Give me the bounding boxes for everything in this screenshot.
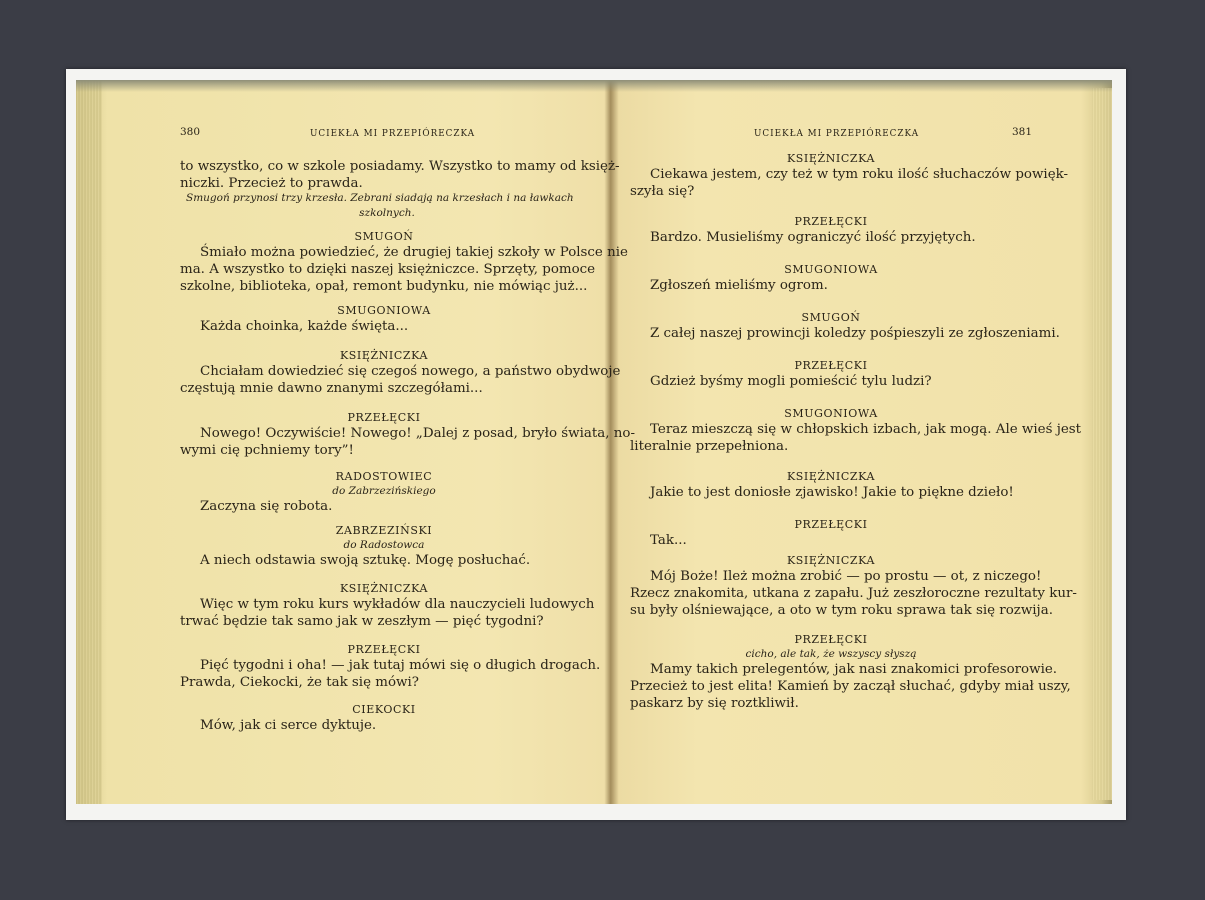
speaker-name: PRZEŁĘCKI: [347, 643, 421, 656]
speech-block: [630, 215, 1032, 246]
stage-direction: do Zabrzezińskiego: [332, 485, 436, 497]
speaker-name: PRZEŁĘCKI: [794, 518, 868, 531]
text-line: Smugoń przynosi trzy krzesła. Zebrani siadają na krzesłach i na ławkach: [186, 192, 574, 204]
text-line: wymi cię pchniemy tory”!: [180, 443, 354, 458]
speech-block: [630, 407, 1082, 455]
text-line: Ciekawa jestem, czy też w tym roku ilość słuchaczów powięk-: [650, 167, 1069, 182]
speech-block: [630, 311, 1060, 342]
speaker-name: KSIĘŻNICZKA: [339, 582, 429, 595]
text-line: Z całej naszej prowincji koledzy pośpieszyli ze zgłoszeniami.: [650, 326, 1060, 341]
running-header: UCIEKŁA MI PRZEPIÓRECZKA: [754, 129, 920, 139]
text-line: szkolne, biblioteka, opał, remont budynku, nie mówiąc już...: [180, 279, 588, 294]
text-line: Więc w tym roku kurs wykładów dla nauczycieli ludowych: [200, 597, 595, 612]
text-line: Mów, jak ci serce dyktuje.: [200, 718, 377, 733]
intro-paragraph: [180, 158, 620, 192]
text-line: A niech odstawia swoją sztukę. Mogę posłuchać.: [200, 553, 531, 568]
text-line: Zgłoszeń mieliśmy ogrom.: [650, 278, 828, 293]
speaker-name: KSIĘŻNICZKA: [786, 554, 876, 567]
text-line: to wszystko, co w szkole posiadamy. Wszystko to mamy od księż-: [180, 159, 620, 174]
text-line: Pięć tygodni i oha! — jak tutaj mówi się o długich drogach.: [200, 658, 601, 673]
page-number: 380: [180, 126, 201, 138]
speech-block: [180, 411, 635, 459]
text-line: szyła się?: [630, 184, 695, 199]
text-line: Mój Boże! Ileż można zrobić — po prostu — ot, z niczego!: [650, 569, 1042, 584]
text-line: literalnie przepełniona.: [630, 439, 789, 454]
text-line: Tak...: [650, 533, 687, 548]
text-line: Nowego! Oczywiście! Nowego! „Dalej z posad, bryło świata, no-: [200, 426, 635, 441]
text-line: Każda choinka, każde święta...: [200, 319, 409, 334]
speaker-name: KSIĘŻNICZKA: [786, 152, 876, 165]
speech-block: [630, 518, 1032, 549]
speaker-name: SMUGOŃ: [354, 230, 414, 243]
speaker-name: PRZEŁĘCKI: [794, 215, 868, 228]
text-line: Rzecz znakomita, utkana z zapału. Już zeszłoroczne rezultaty kur-: [630, 586, 1077, 601]
stage-direction: do Radostowca: [343, 539, 425, 551]
speech-block: [180, 703, 588, 734]
speaker-name: SMUGOŃ: [801, 311, 861, 324]
speech-block: [180, 349, 621, 397]
speaker-name: SMUGONIOWA: [337, 304, 431, 317]
text-line: Gdzież byśmy mogli pomieścić tylu ludzi?: [650, 374, 932, 389]
text-line: Jakie to jest doniosłe zjawisko! Jakie to piękne dzieło!: [650, 485, 1014, 500]
text-line: Śmiało można powiedzieć, że drugiej takiej szkoły w Polsce nie: [200, 245, 628, 260]
running-header: UCIEKŁA MI PRZEPIÓRECZKA: [310, 129, 476, 139]
text-line: niczki. Przecież to prawda.: [180, 176, 363, 191]
speech-block: [630, 554, 1077, 619]
text-line: su były olśniewające, a oto w tym roku sprawa tak się rozwija.: [630, 603, 1053, 618]
stage-direction: cicho, ale tak, że wszyscy słyszą: [745, 648, 917, 660]
top-shadow: [76, 80, 1112, 92]
speaker-name: PRZEŁĘCKI: [347, 411, 421, 424]
speaker-name: RADOSTOWIEC: [335, 470, 433, 483]
text-line: szkolnych.: [359, 207, 415, 219]
speech-block: [180, 470, 588, 515]
speaker-name: PRZEŁĘCKI: [794, 633, 868, 646]
speech-block: [180, 643, 601, 691]
speaker-name: SMUGONIOWA: [784, 263, 878, 276]
text-line: częstują mnie dawno znanymi szczegółami...: [180, 381, 483, 396]
text-line: trwać będzie tak samo jak w zeszłym — pięć tygodni?: [180, 614, 544, 629]
speech-block: [630, 152, 1069, 200]
stage-direction: [186, 191, 588, 221]
page-edges-left: [76, 80, 102, 804]
speech-block: [180, 524, 588, 569]
speaker-name: KSIĘŻNICZKA: [786, 470, 876, 483]
speech-block: [180, 304, 588, 335]
text-line: Przecież to jest elita! Kamień by zaczął słuchać, gdyby miał uszy,: [630, 679, 1071, 694]
speaker-name: SMUGONIOWA: [784, 407, 878, 420]
text-line: Mamy takich prelegentów, jak nasi znakomici profesorowie.: [650, 662, 1058, 677]
speech-block: [630, 633, 1071, 712]
text-line: ma. A wszystko to dzięki naszej księżniczce. Sprzęty, pomoce: [180, 262, 596, 277]
speech-block: [630, 470, 1032, 501]
speech-block: [630, 359, 1032, 390]
speaker-name: KSIĘŻNICZKA: [339, 349, 429, 362]
speaker-name: ZABRZEZIŃSKI: [335, 524, 433, 537]
page-edges-right: [1092, 88, 1112, 800]
speech-block: [180, 230, 628, 295]
text-line: Chciałam dowiedzieć się czegoś nowego, a państwo obydwoje: [200, 364, 621, 379]
text-line: Teraz mieszczą się w chłopskich izbach, jak mogą. Ale wieś jest: [650, 422, 1082, 437]
speech-block: [630, 263, 1032, 294]
text-line: Bardzo. Musieliśmy ograniczyć ilość przyjętych.: [650, 230, 976, 245]
page-number: 381: [1011, 126, 1032, 138]
speaker-name: PRZEŁĘCKI: [794, 359, 868, 372]
text-line: Zaczyna się robota.: [200, 499, 333, 514]
text-line: paskarz by się roztkliwił.: [630, 696, 799, 711]
speaker-name: CIEKOCKI: [352, 703, 416, 716]
speech-block: [180, 582, 595, 630]
text-line: Prawda, Ciekocki, że tak się mówi?: [180, 675, 419, 690]
